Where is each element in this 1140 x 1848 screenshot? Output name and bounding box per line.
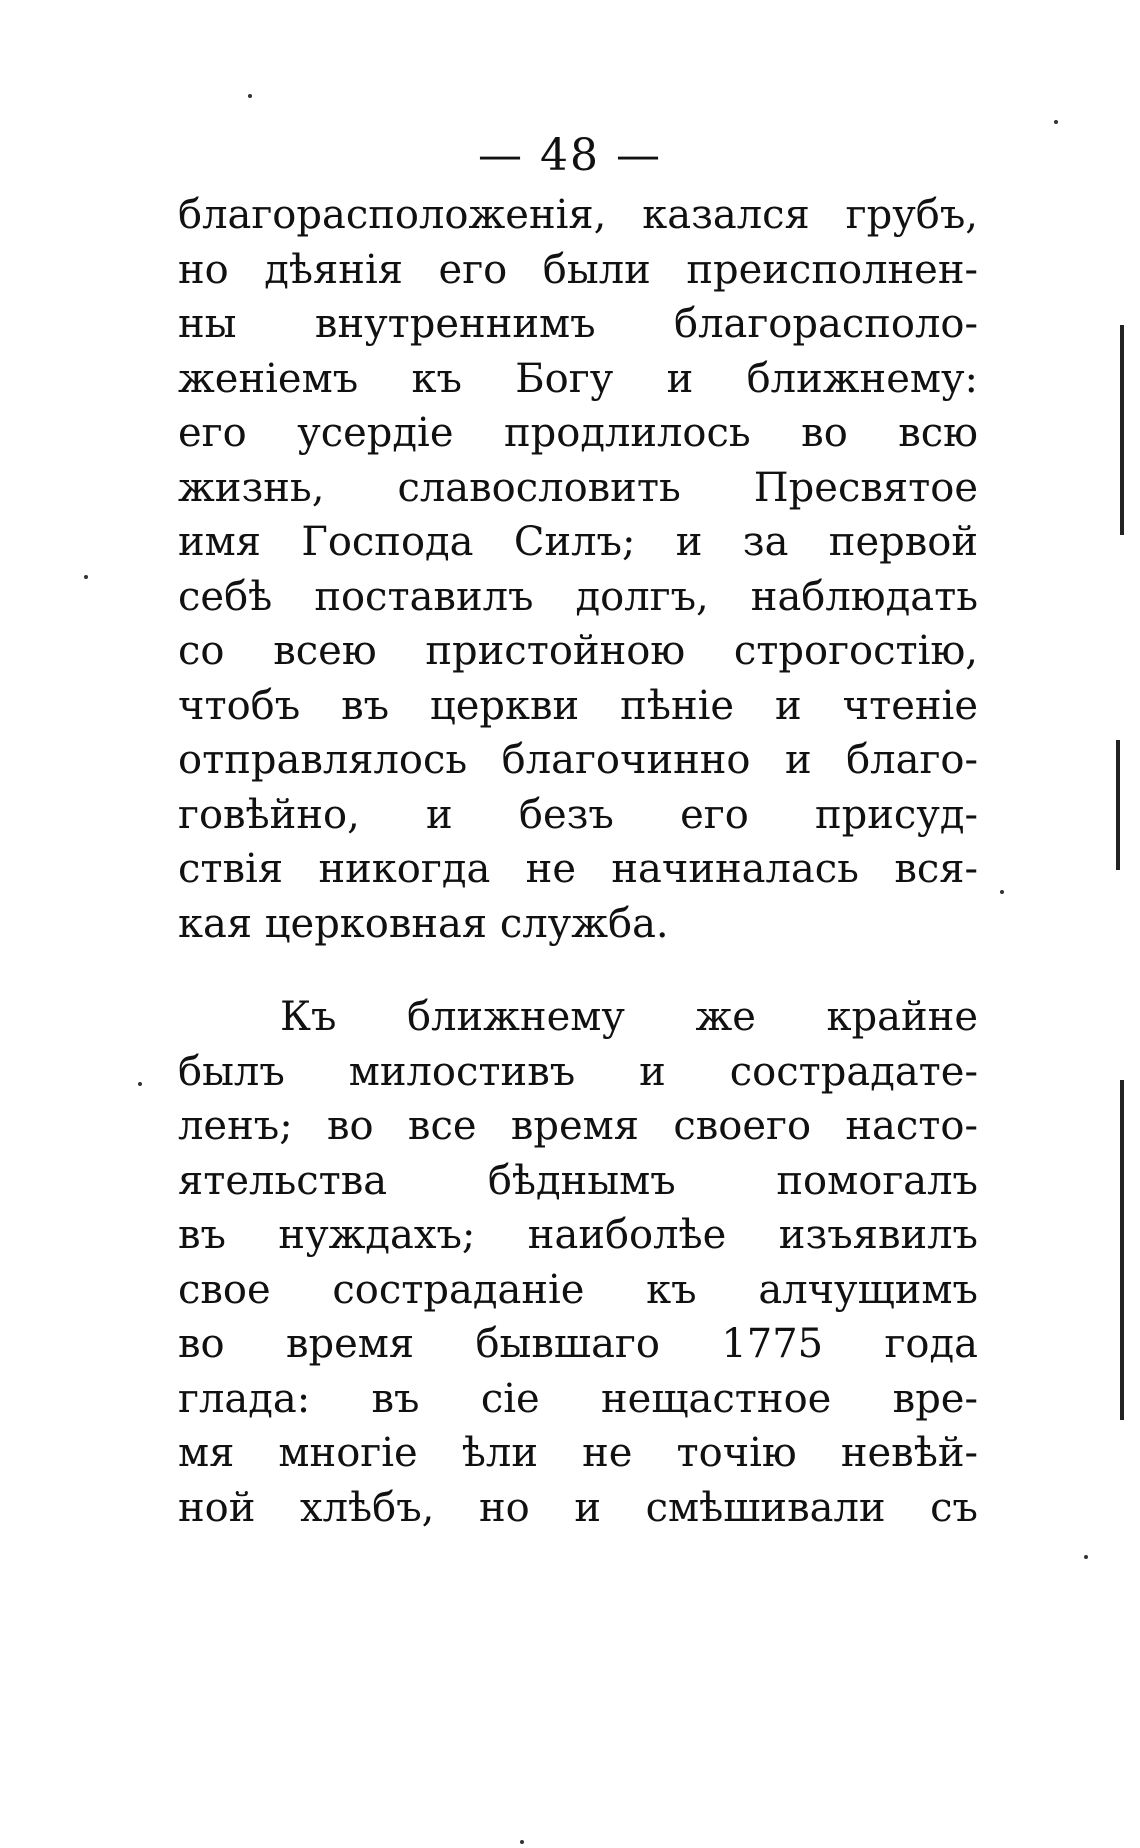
text-line: жизнь, славословить Пресвятое xyxy=(178,464,978,511)
text-line: чтобъ въ церкви пѣніе и чтеніе xyxy=(178,682,978,729)
text-line: глада: въ сіе нещастное вре- xyxy=(178,1375,978,1422)
text-line: имя Господа Силъ; и за первой xyxy=(178,519,978,565)
paragraph-1 xyxy=(178,188,978,951)
text-line: ятельства бѣднымъ помогалъ xyxy=(178,1157,978,1204)
page-edge-shadow xyxy=(1120,325,1124,535)
text-line: со всею пристойною строгостію, xyxy=(178,628,978,674)
page-edge-shadow xyxy=(1120,1080,1124,1420)
text-line: ленъ; во все время своего насто- xyxy=(178,1103,978,1149)
text-line: мя многіе ѣли не точію невѣй- xyxy=(178,1430,978,1476)
text-line: его усердіе продлилось во всю xyxy=(178,410,978,456)
text-line: ны внутреннимъ благорасполо- xyxy=(178,301,978,347)
print-speck xyxy=(248,94,252,98)
print-speck xyxy=(520,1840,524,1844)
text-line: ствія никогда не начиналась вся- xyxy=(178,846,978,892)
print-speck xyxy=(138,1082,142,1086)
text-line: благорасположенія, казался грубъ, xyxy=(178,192,978,238)
text-line: кая церковная служба. xyxy=(178,900,669,947)
print-speck xyxy=(1000,890,1004,894)
text-line: но дѣянія его были преисполнен- xyxy=(178,246,978,293)
text-line: во время бывшаго 1775 года xyxy=(178,1321,978,1367)
print-speck xyxy=(1084,1555,1088,1559)
text-line: былъ милостивъ и сострадате- xyxy=(178,1048,978,1095)
text-line: себѣ поставилъ долгъ, наблюдать xyxy=(178,573,978,620)
page-edge-shadow xyxy=(1116,740,1120,870)
print-speck xyxy=(84,575,88,579)
text-line: ной хлѣбъ, но и смѣшивали съ xyxy=(178,1484,978,1531)
page-number: — 48 — xyxy=(478,130,662,181)
text-line: въ нуждахъ; наиболѣе изъявилъ xyxy=(178,1212,978,1258)
paragraph-2 xyxy=(178,990,978,1535)
text-line: Къ ближнему же крайне xyxy=(280,994,978,1040)
print-speck xyxy=(1054,120,1058,124)
text-line: говѣйно, и безъ его присуд- xyxy=(178,791,978,838)
text-line: женіемъ къ Богу и ближнему: xyxy=(178,355,978,402)
text-line: отправлялось благочинно и благо- xyxy=(178,737,978,783)
text-line: свое состраданіе къ алчущимъ xyxy=(178,1266,978,1313)
